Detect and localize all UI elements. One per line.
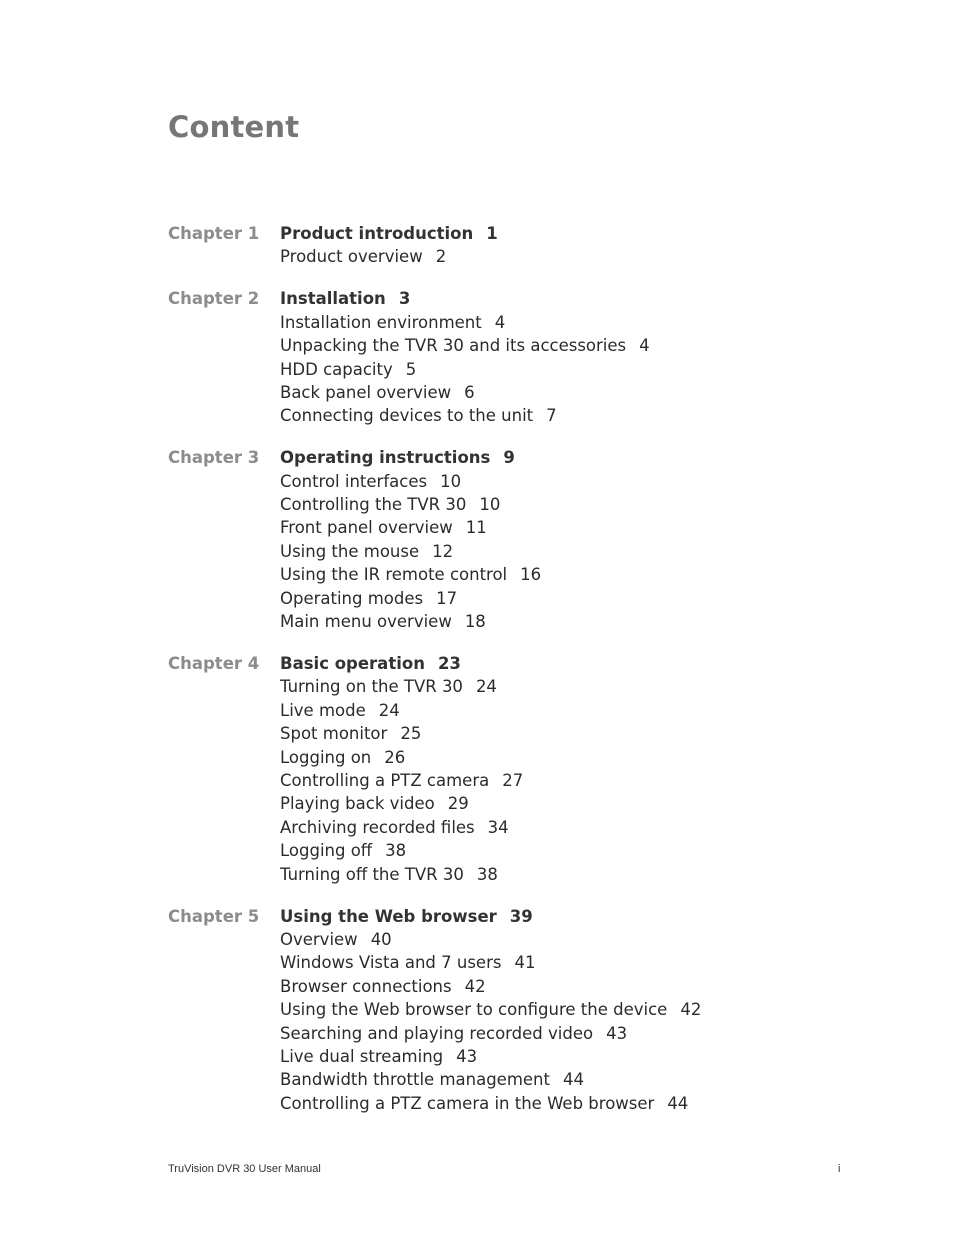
- entry-title: Overview: [280, 929, 358, 949]
- toc-entry[interactable]: [280, 493, 868, 516]
- entry-title: Archiving recorded files: [280, 817, 475, 837]
- entry-title: Using the Web browser to configure the device: [280, 1000, 668, 1020]
- toc-entry[interactable]: [280, 358, 868, 381]
- entry-page-number: 2: [435, 247, 447, 267]
- entry-title: Spot monitor: [280, 724, 388, 744]
- entry-page-number: 34: [487, 817, 509, 837]
- chapter-label: Chapter 4: [168, 654, 260, 673]
- toc-entry[interactable]: [280, 746, 868, 769]
- entry-title: Front panel overview: [280, 518, 453, 538]
- entry-title: Basic operation: [280, 654, 425, 673]
- entry-page-number: 29: [447, 794, 469, 814]
- toc-entry[interactable]: [280, 722, 868, 745]
- toc-entry[interactable]: [280, 334, 868, 357]
- table-of-contents: [168, 222, 868, 1134]
- entry-page-number: 11: [465, 518, 487, 538]
- toc-entry[interactable]: [280, 245, 868, 268]
- entry-title: Controlling a PTZ camera: [280, 771, 490, 791]
- entry-page-number: 5: [405, 359, 417, 379]
- entry-title: HDD capacity: [280, 359, 393, 379]
- entry-page-number: 12: [432, 541, 454, 561]
- entry-page-number: 26: [384, 747, 406, 767]
- entry-page-number: 6: [464, 382, 475, 402]
- chapter-title-entry[interactable]: [280, 287, 868, 310]
- toc-entry[interactable]: [280, 1068, 868, 1091]
- toc-entry[interactable]: [280, 1092, 868, 1115]
- entry-page-number: 7: [546, 406, 557, 426]
- entry-title: Windows Vista and 7 users: [280, 953, 502, 973]
- entry-page-number: 16: [520, 565, 542, 585]
- entry-page-number: 39: [509, 906, 533, 926]
- toc-entry[interactable]: [280, 1045, 868, 1068]
- toc-entry[interactable]: [280, 587, 868, 610]
- entry-page-number: 38: [476, 864, 498, 884]
- entry-page-number: 9: [503, 448, 515, 468]
- chapter-title-entry[interactable]: [280, 446, 868, 469]
- entry-title: Controlling a PTZ camera in the Web browser: [280, 1093, 655, 1113]
- entry-title: Live mode: [280, 700, 366, 720]
- entry-page-number: 25: [400, 724, 422, 744]
- chapter-label: Chapter 1: [168, 224, 260, 243]
- entry-title: Back panel overview: [280, 382, 452, 402]
- chapter-entries: [280, 446, 868, 633]
- entry-page-number: 17: [436, 588, 458, 608]
- chapter-entries: [280, 652, 868, 886]
- entry-page-number: 4: [494, 312, 506, 332]
- toc-entry[interactable]: [280, 863, 868, 886]
- entry-title: Product overview: [280, 247, 423, 267]
- footer-manual-name: TruVision DVR 30 User Manual: [168, 1163, 321, 1175]
- entry-page-number: 40: [370, 929, 392, 949]
- toc-entry[interactable]: [280, 675, 868, 698]
- entry-title: Turning on the TVR 30: [280, 677, 463, 697]
- toc-entry[interactable]: [280, 839, 868, 862]
- chapter-title-entry[interactable]: [280, 652, 868, 675]
- toc-entry[interactable]: [280, 792, 868, 815]
- toc-entry[interactable]: [280, 928, 868, 951]
- entry-title: Connecting devices to the unit: [280, 406, 534, 426]
- chapter-section: [168, 287, 868, 427]
- chapter-title-entry[interactable]: [280, 222, 868, 245]
- entry-title: Operating instructions: [280, 448, 491, 468]
- footer-page-number: i: [838, 1163, 841, 1175]
- entry-title: Logging on: [280, 747, 372, 767]
- entry-page-number: 43: [606, 1023, 628, 1043]
- entry-page-number: 1: [486, 224, 498, 243]
- entry-title: Using the IR remote control: [280, 565, 508, 585]
- entry-title: Operating modes: [280, 588, 424, 608]
- entry-page-number: 3: [398, 289, 411, 309]
- entry-page-number: 44: [562, 1070, 584, 1090]
- entry-page-number: 4: [639, 336, 650, 356]
- chapter-section: [168, 905, 868, 1116]
- entry-page-number: 18: [464, 612, 486, 632]
- toc-entry[interactable]: [280, 951, 868, 974]
- entry-page-number: 38: [385, 841, 407, 861]
- entry-title: Using the mouse: [280, 541, 420, 561]
- toc-entry[interactable]: [280, 381, 868, 404]
- entry-page-number: 43: [456, 1047, 478, 1066]
- chapter-section: [168, 446, 868, 633]
- toc-entry[interactable]: [280, 816, 868, 839]
- entry-title: Control interfaces: [280, 471, 428, 491]
- page-title: Content: [168, 110, 300, 144]
- entry-title: Logging off: [280, 841, 373, 861]
- entry-page-number: 23: [437, 654, 461, 673]
- toc-entry[interactable]: [280, 311, 868, 334]
- entry-title: Installation environment: [280, 312, 482, 332]
- entry-title: Unpacking the TVR 30 and its accessories: [280, 336, 627, 356]
- entry-page-number: 42: [680, 1000, 702, 1020]
- toc-entry[interactable]: [280, 769, 868, 792]
- chapter-entries: [280, 287, 868, 427]
- entry-page-number: 44: [667, 1093, 689, 1113]
- entry-page-number: 10: [479, 495, 501, 515]
- entry-title: Product introduction: [280, 224, 474, 243]
- chapter-label: Chapter 5: [168, 906, 260, 926]
- entry-page-number: 41: [514, 953, 536, 973]
- toc-entry[interactable]: [280, 699, 868, 722]
- entry-title: Bandwidth throttle management: [280, 1070, 550, 1090]
- toc-entry[interactable]: [280, 563, 868, 586]
- toc-entry[interactable]: [280, 998, 868, 1021]
- entry-title: Using the Web browser: [280, 906, 497, 926]
- entry-title: Turning off the TVR 30: [280, 864, 464, 884]
- entry-page-number: 42: [464, 976, 486, 996]
- entry-title: Browser connections: [280, 976, 452, 996]
- entry-title: Main menu overview: [280, 612, 452, 632]
- toc-entry[interactable]: [280, 404, 868, 427]
- chapter-entries: [280, 222, 868, 269]
- entry-page-number: 24: [378, 700, 400, 720]
- toc-entry[interactable]: [280, 470, 868, 493]
- entry-title: Installation: [280, 289, 386, 309]
- chapter-label: Chapter 2: [168, 289, 260, 309]
- entry-page-number: 24: [475, 677, 497, 697]
- toc-entry[interactable]: [280, 540, 868, 563]
- entry-title: Controlling the TVR 30: [280, 495, 467, 515]
- entry-page-number: 27: [502, 771, 524, 791]
- chapter-title-entry[interactable]: [280, 905, 868, 928]
- entry-title: Searching and playing recorded video: [280, 1023, 594, 1043]
- toc-entry[interactable]: [280, 975, 868, 998]
- toc-entry[interactable]: [280, 610, 868, 633]
- entry-title: Live dual streaming: [280, 1047, 444, 1066]
- chapter-label: Chapter 3: [168, 448, 260, 468]
- chapter-section: [168, 222, 868, 269]
- chapter-section: [168, 652, 868, 886]
- entry-page-number: 10: [440, 471, 462, 491]
- chapter-entries: [280, 905, 868, 1116]
- toc-entry[interactable]: [280, 516, 868, 539]
- entry-title: Playing back video: [280, 794, 435, 814]
- toc-entry[interactable]: [280, 1022, 868, 1045]
